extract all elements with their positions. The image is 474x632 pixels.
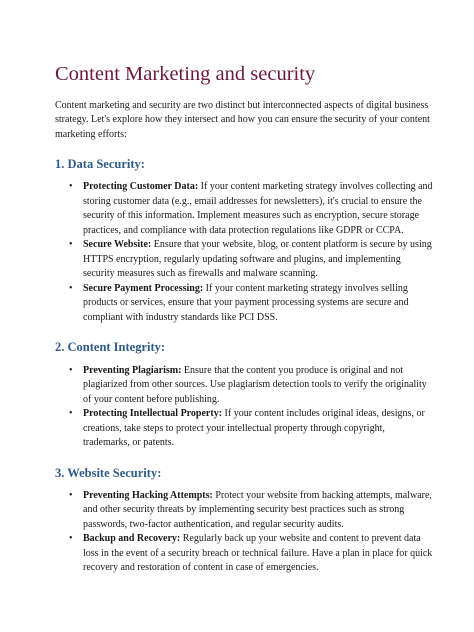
bullet-icon: • xyxy=(69,533,73,545)
section-list-website-security xyxy=(55,489,434,576)
section-heading-data-security: 1. Data Security: xyxy=(55,157,145,172)
list-item-term: Preventing Plagiarism: xyxy=(83,364,182,376)
bullet-icon: • xyxy=(69,489,73,501)
list-item-text: If your content marketing strategy involves collecting and storing customer data (e.g., email addresses for newsletters), it's crucial to ensure the security of this information. Implement measures such as encryption, secure storage practices, and compliance with data protection regulations like GDPR or CCPA. xyxy=(83,181,433,236)
section-heading-content-integrity: 2. Content Integrity: xyxy=(55,340,166,355)
bullet-icon: • xyxy=(69,364,73,376)
list-item xyxy=(69,282,434,326)
list-item-text: Protect your website from hacking attempts, malware, and other security threats by implementing security best practices such as strong passwords, two-factor authentication, and regular security audits. xyxy=(83,489,432,530)
list-item-text: Regularly back up your website and content to prevent data loss in the event of a security breach or technical failure. Have a plan in place for quick recovery and restoration of content in case of emergencies. xyxy=(83,533,433,574)
bullet-icon: • xyxy=(69,239,73,251)
list-item xyxy=(69,489,434,533)
list-item-text: If your content includes original ideas, designs, or creations, take steps to protect your intellectual property through copyright, trademarks, or patents. xyxy=(83,408,425,449)
list-item-term: Secure Payment Processing: xyxy=(83,282,204,294)
list-item xyxy=(69,364,434,408)
list-item xyxy=(69,532,434,576)
list-item xyxy=(69,180,434,238)
list-item-term: Preventing Hacking Attempts: xyxy=(83,489,213,501)
list-item-text: If your content marketing strategy involves selling products or services, ensure that your payment processing systems are secure and compliant with industry standards like PCI DSS. xyxy=(83,282,409,323)
document-title: Content Marketing and security xyxy=(55,63,316,85)
section-list-data-security xyxy=(55,180,434,325)
section-list-content-integrity xyxy=(55,364,434,451)
list-item-term: Backup and Recovery: xyxy=(83,533,181,545)
list-item-text: Ensure that the content you produce is original and not plagiarized from other sources. Use plagiarism detection tools to verify the originality of your content before publishing. xyxy=(83,364,427,405)
bullet-icon: • xyxy=(69,408,73,420)
list-item-term: Protecting Intellectual Property: xyxy=(83,408,223,420)
bullet-icon: • xyxy=(69,181,73,193)
list-item xyxy=(69,407,434,451)
intro-paragraph: Content marketing and security are two distinct but interconnected aspects of digital business strategy. Let's explore how they intersect and how you can ensure the security of your content marketing efforts: xyxy=(55,99,430,140)
section-heading-website-security: 3. Website Security: xyxy=(55,465,162,480)
list-item-term: Secure Website: xyxy=(83,239,152,251)
bullet-icon: • xyxy=(69,282,73,294)
list-item xyxy=(69,238,434,282)
list-item-term: Protecting Customer Data: xyxy=(83,181,199,193)
list-item-text: Ensure that your website, blog, or content platform is secure by using HTTPS encryption, regularly updating software and plugins, and implementing security measures such as firewalls and malware scanning. xyxy=(83,239,432,280)
